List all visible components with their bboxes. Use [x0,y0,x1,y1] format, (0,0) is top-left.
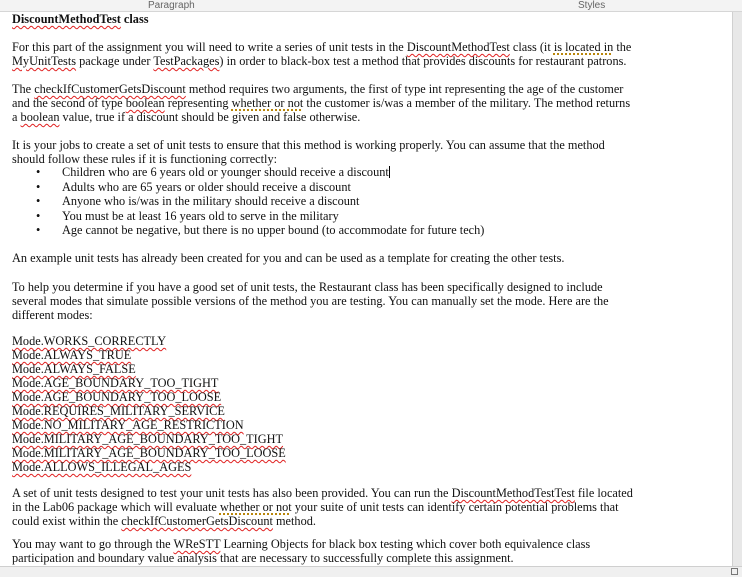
heading-suffix: class [120,12,149,26]
heading-class-name: DiscountMethodTest [12,12,121,26]
status-bar [0,566,742,577]
paragraph-method [12,82,637,124]
text: DiscountMethodTest [406,40,510,54]
document-page[interactable] [0,12,732,566]
mode-item: Mode.MILITARY_AGE_BOUNDARY_TOO_LOOSE [12,446,286,460]
text: boolean [20,110,60,124]
mode-item: Mode.REQUIRES_MILITARY_SERVICE [12,404,225,418]
text: whether or not [219,500,292,514]
text: representing [164,96,232,110]
list-item: • Age cannot be negative, but there is no upper bound (to accommodate for future tech) [12,223,652,238]
text: method requires two arguments, the first of type int representing the age of the customer and the second of type [12,82,624,110]
text: whether or not [231,96,304,110]
paragraph-learning-objects [12,537,612,565]
rules-list [12,165,652,238]
paragraph-modes-intro: To help you determine if you have a good set of unit tests, the Restaurant class has been specifically designed to include several modes that simulate possible versions of the method you are testing. You can manually set the mode. Here are the different modes: [12,280,609,322]
paragraph-example: An example unit tests has already been created for you and can be used as a template for creating the other tests. [12,251,565,265]
text: the customer is/was a member of the military. The method returns a [12,96,631,124]
text: TestPackages [153,54,220,68]
text: A set of unit tests designed to test your unit tests has also been provided. You can run the [12,486,452,500]
mode-item: Mode.MILITARY_AGE_BOUNDARY_TOO_TIGHT [12,432,284,446]
text: The [12,82,35,96]
text: For this part of the assignment you will need to write a series of unit tests in the [12,40,407,54]
paragraph-test-suite [12,486,642,528]
text-cursor [389,166,390,178]
mode-item: Mode.AGE_BOUNDARY_TOO_TIGHT [12,376,219,390]
paragraph-group-label[interactable]: Paragraph [148,0,195,11]
text: package under [76,54,154,68]
text: MyUnitTests [12,54,77,68]
mode-item: Mode.ALWAYS_FALSE [12,362,136,376]
text: checkIfCustomerGetsDiscount [121,514,273,528]
paragraph-rules-intro: It is your jobs to create a set of unit tests to ensure that this method is working properly. You can assume that the method should follow these rules if it is functioning correctly: [12,138,605,166]
text: Learning Objects for black box testing which cover both equivalence class participation and boundary value analysis that are necessary to successfully complete this assignment. [12,537,591,565]
text: the [613,40,632,54]
vertical-scrollbar[interactable] [732,12,742,566]
ribbon-strip [0,0,742,12]
text: class (it [509,40,554,54]
text: value, true if a discount should be given and false otherwise. [59,110,361,124]
rule-text: Children who are 6 years old or younger should receive a discount [62,165,389,179]
text: checkIfCustomerGetsDiscount [34,82,186,96]
mode-item: Mode.ALLOWS_ILLEGAL_AGES [12,460,192,474]
text: method. [272,514,316,528]
list-item: • Adults who are 65 years or older should receive a discount [12,180,652,195]
section-heading [12,12,652,26]
mode-item: Mode.NO_MILITARY_AGE_RESTRICTION [12,418,244,432]
text: ) in order to black-box test a method that provides discounts for restaurant patrons. [219,54,627,68]
paragraph-intro [12,40,642,68]
list-item [12,165,652,180]
text: You may want to go through the [12,537,174,551]
text: file located in the Lab06 package which will evaluate [12,486,633,514]
text: WReSTT [173,537,221,551]
text: DiscountMethodTestTest [451,486,575,500]
mode-item: Mode.ALWAYS_TRUE [12,348,132,362]
mode-item: Mode.AGE_BOUNDARY_TOO_LOOSE [12,390,222,404]
text: boolean [125,96,165,110]
view-layout-icon[interactable] [731,568,738,575]
mode-item: Mode.WORKS_CORRECTLY [12,334,167,348]
text: is located in [553,40,614,54]
text: your suite of unit tests can identify certain potential problems that could exist within the [12,500,619,528]
styles-group-label[interactable]: Styles [578,0,606,11]
modes-list [12,334,652,474]
list-item: • Anyone who is/was in the military should receive a discount [12,194,652,209]
list-item: • You must be at least 16 years old to serve in the military [12,209,652,224]
